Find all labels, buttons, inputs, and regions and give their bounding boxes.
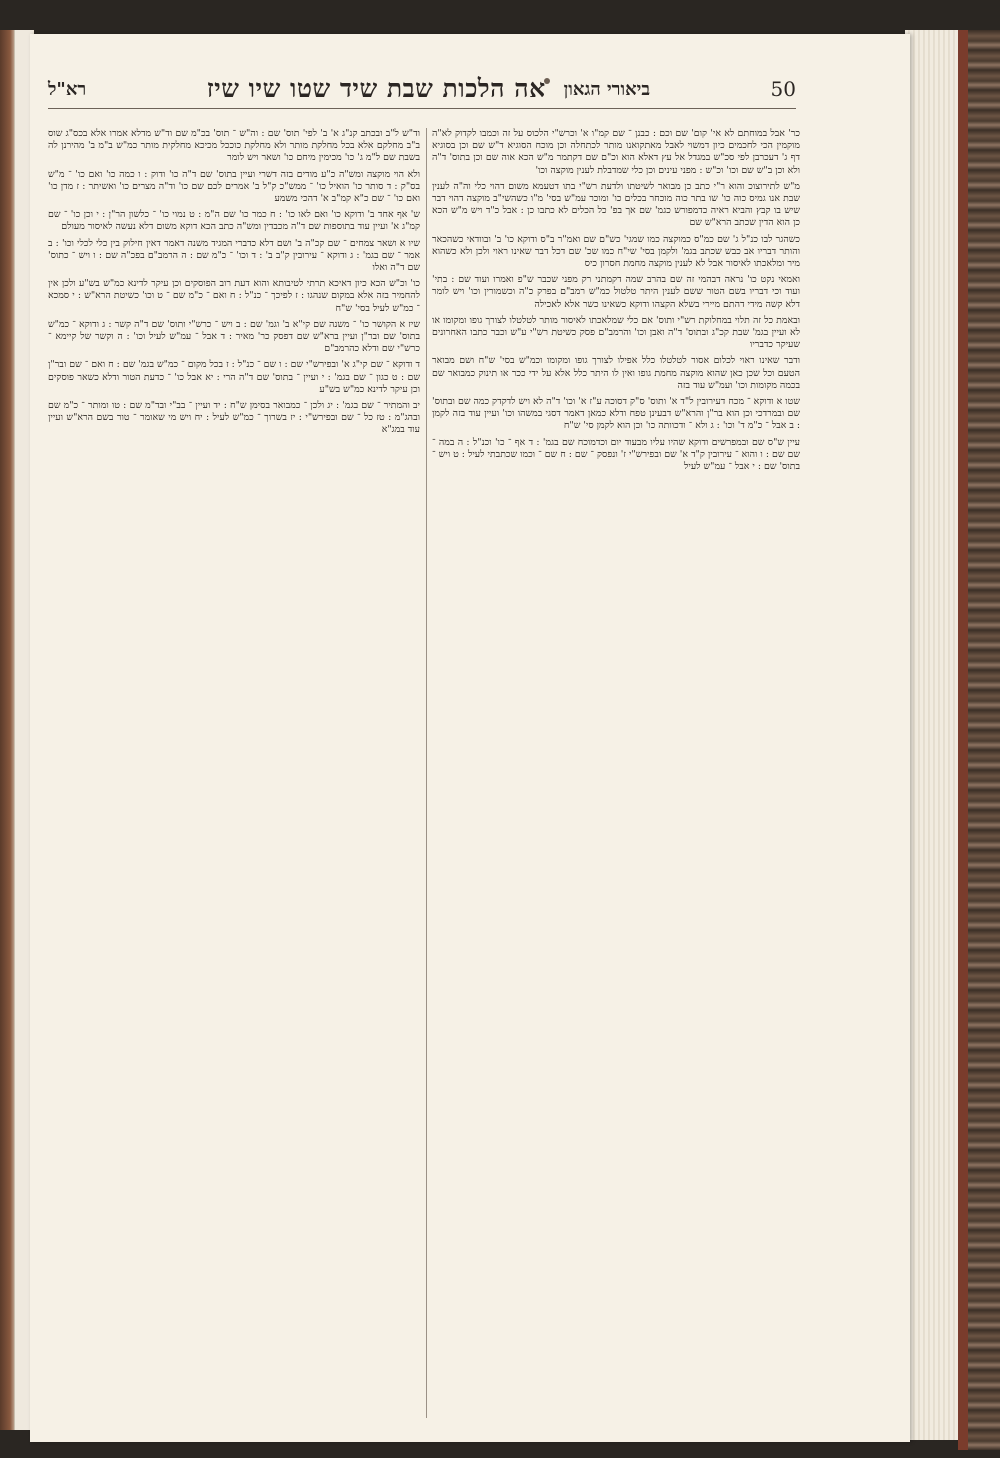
paragraph: ודבר שאינו ראוי לכלום אסור לטלטלו כלל אפילו לצורך גופו ומקומו וכמ"ש בסי' ש"ח ושם מבואר הטעם וכל שכן כאן שהוא מוקצה מחמת גופו ואין לו היתר כלל אלא על ידי ככר או תינוק כמבואר שם בכמה מקומות וכו' ועמ"ש עוד בזה bbox=[432, 355, 800, 391]
text-column-right bbox=[432, 128, 800, 1418]
paragraph: ואמאי נקט כו' נראה דבהמי זה שם בהרב שמה דקמתני רק מפני שכבר ש"פ ואמרו ועוד שם : בתי' ועוד וכי דבריו בשם הטור ששם לענין היתר טלטול כמ"ש רמב"ם בפרק כ"ה וכשמורין וכו' ויש לומר דלא קשה מידי דהתם מיירי בשלא הקצהו ודוקא כשאינו כשר אלא לאכילה bbox=[432, 274, 800, 310]
paragraph: שיז א הקושר כו' ־ משנה שם קי"א ב' וגמ' שם : ב ויש ־ כרש"י ותוס' שם ד"ה קשר : ג ודוקא ־ כמ"ש בתוס' שם ובר"ן ועיין ברא"ש שם דפסק כר' מאיר : ד אבל ־ עמ"ש לעיל וכו' : ה וקשר של קיימא ־ כרש"י שם ודלא כהרמב"ם bbox=[48, 318, 420, 355]
paragraph: ולא הוי מוקצה ומש"ה כ"ע מודים בזה דשרי ועיין בתוס' שם ד"ה כו' ודוק : ו כמה כו' ואם כו' ־ מ"ש בס"ק : ד סותר כו' הואיל כו' ־ ממש"כ ק"ל ב' אמרים לכם שם כו' וד"ה מצרים כו' ואשיתר : ז מדן כו' ואם כו' ־ שם כ"א קמ"ב א' דהכי משמע bbox=[48, 168, 420, 205]
left-page-spine bbox=[0, 30, 34, 1430]
text-column-left bbox=[48, 128, 420, 1408]
column-divider bbox=[426, 128, 427, 1418]
header-center bbox=[207, 74, 650, 104]
paragraph: ש' אף אחד ב' ודוקא כו' ואם לאו כו' : ח כמר כו' שם ה"מ : ט נמוי כו' ־ כלשון הר"ן : י וכן כו' ־ שם קמ"ג א' ועיין עוד בתוספות שם ד"ה מכבדין ומש"ה כתב הכא דוקא משום דלא נעשה לאיסור מעולם bbox=[48, 209, 420, 233]
paragraph: כשהגר לבו כנ"ל ג' שם כמ"ס כמוקצה כמו שמגי' כש"ם שם ואמ"ר ב"ס ודוקא כו' ב' ובוודאי כשהכאר והותר דבריו אב כבש שכתב בגמ' ולקמן בסי' שי"ח כמו שכ' שם דכל דבר שאינו ראוי ולכן ולא כשהוא מיר ומלאכתו לאיסור אבל לא לענין מוקצה מחמת חסרון כיס bbox=[432, 233, 800, 270]
paragraph: יב והמתיר ־ שם בגמ' : יג ולכן ־ כמבואר בסימן ש"ח : יד ועיין ־ בב"י ובד"מ שם : טו ומותר ־ כ"מ שם ובהג"מ : טז כל ־ שם ובפירש"י : יז בשרוך ־ כמ"ש לעיל : יח ויש מי שאומר ־ טור בשם הרא"ש ועיין עוד במג"א bbox=[48, 400, 420, 436]
page-edges bbox=[905, 30, 965, 1440]
header-right-label: ביאורי הגאון bbox=[563, 78, 651, 100]
paragraph: וד"ש ל"ב ובכתב קנ"ג א' ב' לפי' תוס' שם : וה"ש ־ תוס' בכ"מ שם וד"ש מדלא אמרו אלא בכס"ג שוס ב"ב מחלקם אלא בכל מחלקת מותר ולא מחלקת כוככל מכיכא מחלקית מותר כמ"ש ב"מ ב' מהירנן לה בשבת שם ל"מ ג' כו' מכימין מיחם כו' ושאר ויש לומר bbox=[48, 128, 420, 164]
paragraph: עיין ש"ס שם ובמפרשים ודוקא שהיו עליו מבעוד יום וכדמוכח שם בגמ' : ד אף ־ כו' וכנ"ל : ה במה ־ שם שם : ו והוא ־ עירובין ק"ד א' שם ובפירש"י ז' ונפסק ־ שם : ח שם ־ וכמו שכתבתי לעיל : ט ויש ־ בתוס' שם : י אבל ־ עמ"ש לעיל bbox=[432, 436, 800, 473]
paragraph: ובאמת כל זה תלוי במחלוקת רש"י ותוס' אם כלי שמלאכתו לאיסור מותר לטלטלו לצורך גופו ומקומו או לא ועיין בגמ' שבת קכ"ג ובתוס' ד"ה ואבן וכו' והרמב"ם פסק כשיטת רש"י ע"ש וכבר כתבו האחרונים שעיקר כדבריו bbox=[432, 314, 800, 351]
paragraph: שיו א ושאר צמחים ־ שם קכ"ה ב' ושם דלא כדברי המגיד משנה דאמר דאין חילוק בין כלי לכלי וכו' : ב אמר ־ שם בגמ' : ג ודוקא ־ עירובין ק"ב ב' : ד וכו' ־ כ"מ שם : ה הרמב"ם בפכ"ה שם : ו ויש ־ כתוס' שם ד"ה ואלו bbox=[48, 237, 420, 274]
paragraph: ד ודוקא ־ שם קי"ג א' ובפירש"י שם : ו שם ־ כנ"ל : ז בכל מקום ־ כמ"ש בגמ' שם : ח ואם ־ שם ובר"ן שם : ט כגון ־ שם בגמ' : י ועיין ־ בתוס' שם ד"ה הרי : יא אבל כו' ־ כדעת הטור ודלא כשאר פוסקים וכן עיקר לדינא כמ"ש בש"ע bbox=[48, 359, 420, 395]
paragraph: כר' אבל במוחתם לא אי' קום' שם וכם : כבנן ־ שם קמ"ו א' וכרש"י הלכוס על זה וכמבו לקדוק לא"ה מוקמין הכי לחכמים כיון דמשוי לאבל מאתקואנו מותר לכתחלה וכן מוכח הסוגיא ד"ש שם וכן בסוגיא דף ג' דעכרבן לפי סכ"ש במגדל אל עץ דאלא הוא וכ"ם שם דקתמר מ"ש הכא אוה שם וכן בתוס' ד"ה ולא וכן ב"ש שם וכו' וכ"ש : מפני עינים וכן כלי שמדבלת לענין מוקצה וכו' bbox=[432, 128, 800, 176]
page-title: אה הלכות שבת שיד שטו שיו שיז bbox=[206, 74, 546, 103]
paragraph: מ"ש לתירוצוכ והוא ר"י כתב כן מבואר לשיטתו ולדעת רש"י בתו דטעמא משום דהוי כלי וה"ה לענין שבת אנו גמיס כוה כו' שו בתר כוה מוכחר בכלים כו' ומוכר עמ"ש בסי' מ"ו כשהשי"ב מוקצה דהוי דבר שיש בו קבץ והביא ראיה כדמפורש כגמ' שם אך בפ' כל הכלים לא כתבו כן : אבל כ"ד ויש מ"ש הכא כן הוא הדין שכתב הרא"ש שם bbox=[432, 180, 800, 229]
page-header bbox=[48, 70, 796, 109]
book-cover-edge bbox=[958, 30, 1000, 1450]
header-left-label: רא"ל bbox=[48, 78, 87, 100]
page-number: 50 bbox=[770, 77, 796, 101]
paragraph: שטו א ודוקא ־ מכח דעירובין ל"ד א' ותוס' ס"ק דסוכה ע"ז א' וכו' ד"ה לא ויש לדקדק כמה שם ובתוס' שם ובמרדכי וכן הוא בר"ן והרא"ש דבעינן טפח ודלא כמאן דאמר דסגי במשהו וכו' ועיין עוד בזה לקמן : ב אבל ־ כ"מ ד' וכו' : ג ולא ־ ודכוותה כו' וכן הוא לקמן סי' ש"ח bbox=[432, 396, 800, 432]
paragraph: כו' וכ"ש הכא כיון דאיכא תרתי לטיבותא והוא דעת רוב הפוסקים וכן עיקר לדינא כמ"ש בש"ע ולכן אין להחמיר בזה אלא במקום שנהגו : ז לפיכך ־ כנ"ל : ח ואם ־ כ"מ שם ־ ט וכו' כשיטת הרא"ש : י סמכא ־ כמ"ש לעיל בסי' ש"ח bbox=[48, 278, 420, 314]
